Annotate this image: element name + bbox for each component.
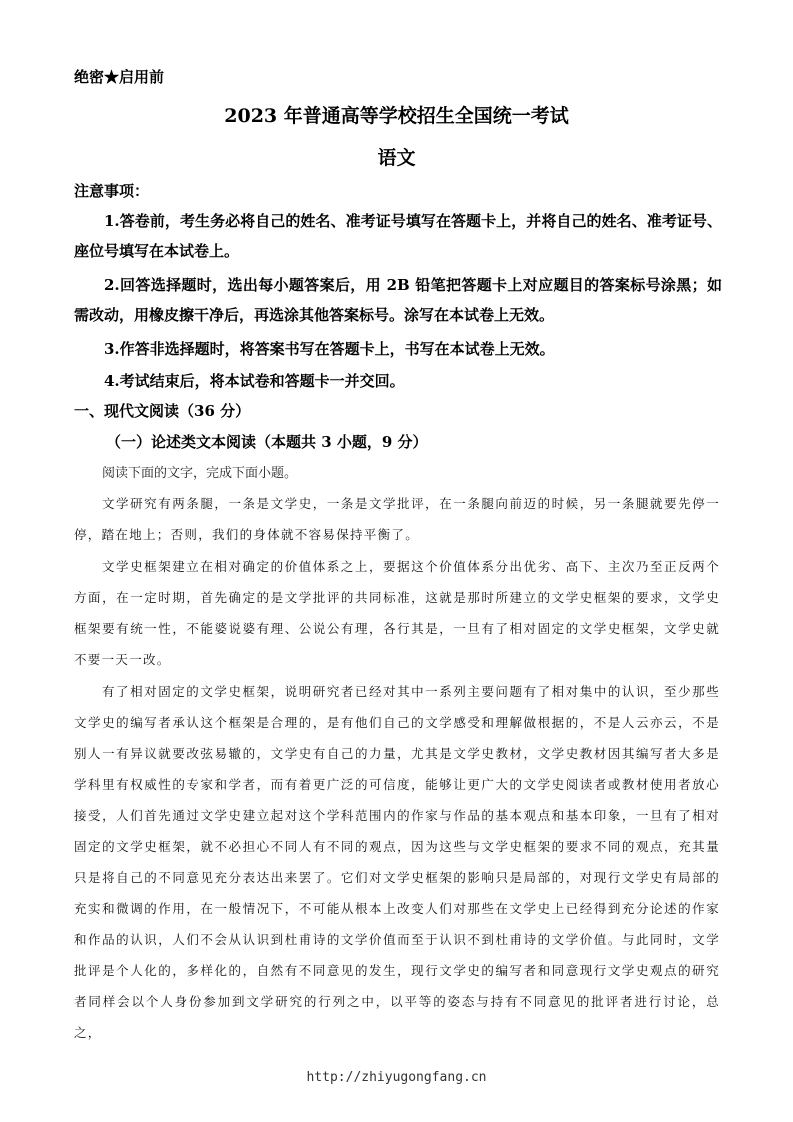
notice-rule: 1.答卷前，考生务必将自己的姓名、准考证号填写在答题卡上，并将自己的姓名、准考证号、座位号填写在本试卷上。 — [74, 212, 722, 260]
section-heading: 一、现代文阅读（36 分） — [74, 402, 251, 420]
notice-rule: 2.回答选择题时，选出每小题答案后，用 2B 铅笔把答题卡上对应题目的答案标号涂黑；如需改动，用橡皮擦干净后，再选涂其他答案标号。涂写在本试卷上无效。 — [74, 276, 722, 324]
subject-title: 语文 — [377, 147, 416, 169]
notice-rule: 4.考试结束后，将本试卷和答题卡一并交回。 — [104, 372, 405, 390]
exam-title: 2023 年普通高等学校招生全国统一考试 — [224, 105, 569, 127]
passage-paragraph: 有了相对固定的文学史框架，说明研究者已经对其中一系列主要问题有了相对集中的认识，至少那些文学史的编写者承认这个框架是合理的，是有他们自己的文学感受和理解做根据的，不是人云亦云，不是别人一有异议就要改弦易辙的，文学史有自己的力量，尤其是文学史教材，文学史教材因其编写者大多是学科里有权威性的专家和学者，而有着更广泛的可信度，能够让更广大的文学史阅读者或教材使用者放心接受，人们首先通过文学史建立起对这个学科范围内的作家与作品的基本观点和基本印象，一旦有了相对固定的文学史框架，就不必担心不同人有不同的观点，因为这些与文学史框架的要求不同的观点，充其量只是将自己的不同意见充分表达出来罢了。它们对文学史框架的影响只是局部的，对现行文学史有局部的充实和微调的作用，在一般情况下，不可能从根本上改变人们对那些在文学史上已经得到充分论述的作家和作品的认识，人们不会从认识到杜甫诗的文学价值而至于认识不到杜甫诗的文学价值。与此同时，文学批评是个人化的，多样化的，自然有不同意见的发生，现行文学史的编写者和同意现行文学史观点的研究者同样会以个人身份参加到文学研究的行列之中，以平等的姿态与持有不同意见的批评者进行讨论，总之， — [74, 684, 720, 1040]
passage-paragraph: 文学史框架建立在相对确定的价值体系之上，要据这个价值体系分出优劣、高下、主次乃至正反两个方面，在一定时期，首先确定的是文学批评的共同标准，这就是那时所建立的文学史框架的要求，文学史框架要有统一性，不能婆说婆有理、公说公有理，各行其是，一旦有了相对固定的文学史框架，文学史就不要一天一改。 — [74, 559, 720, 667]
footer-url: http://zhiyugongfang.cn — [306, 1070, 487, 1085]
reading-instruction: 阅读下面的文字，完成下面小题。 — [102, 466, 298, 481]
notice-heading: 注意事项： — [74, 182, 150, 200]
passage-paragraph: 文学研究有两条腿，一条是文学史，一条是文学批评，在一条腿向前迈的时候，另一条腿就要先停一停，踏在地上；否则，我们的身体就不容易保持平衡了。 — [74, 496, 720, 542]
secret-mark: 绝密★启用前 — [74, 68, 165, 86]
subsection-heading: （一）论述类文本阅读（本题共 3 小题，9 分） — [106, 433, 428, 451]
notice-rule: 3.作答非选择题时，将答案书写在答题卡上，书写在本试卷上无效。 — [104, 340, 555, 358]
